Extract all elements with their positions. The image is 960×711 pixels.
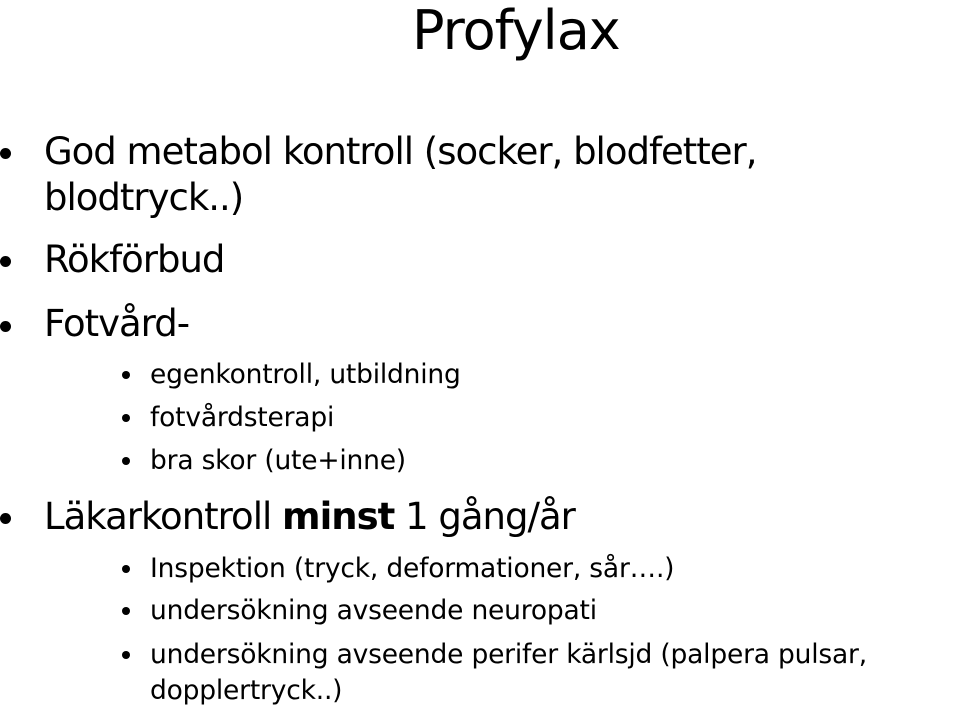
bullet-icon bbox=[122, 371, 130, 379]
sub-item-neuropati: undersökning avseende neuropati bbox=[150, 595, 597, 626]
bullet-item-lakarkontroll bbox=[44, 495, 575, 539]
bullet-icon bbox=[0, 513, 11, 524]
lakarkontroll-text-after: 1 gång/år bbox=[394, 495, 575, 538]
bullet-icon bbox=[0, 256, 11, 267]
bullet-icon bbox=[0, 321, 11, 332]
bullet-icon bbox=[122, 651, 130, 659]
bullet-item-metabol-line1: God metabol kontroll (socker, blodfetter, bbox=[44, 130, 757, 173]
bullet-item-metabol-line2: blodtryck..) bbox=[44, 176, 244, 219]
bullet-item-rokforbud: Rökförbud bbox=[44, 238, 225, 281]
slide-title: Profylax bbox=[412, 0, 620, 62]
lakarkontroll-text-before: Läkarkontroll bbox=[44, 495, 283, 538]
sub-item-inspektion: Inspektion (tryck, deformationer, sår….) bbox=[150, 553, 675, 584]
sub-item-karlsjd-line2: dopplertryck..) bbox=[150, 675, 343, 706]
bullet-item-fotvard: Fotvård- bbox=[44, 302, 190, 345]
bullet-icon bbox=[0, 148, 11, 159]
sub-item-egenkontroll: egenkontroll, utbildning bbox=[150, 359, 461, 390]
sub-item-karlsjd-line1: undersökning avseende perifer kärlsjd (palpera pulsar, bbox=[150, 639, 867, 670]
bullet-icon bbox=[122, 565, 130, 573]
bullet-icon bbox=[122, 457, 130, 465]
sub-item-bra-skor: bra skor (ute+inne) bbox=[150, 445, 406, 476]
lakarkontroll-emphasis: minst bbox=[282, 495, 395, 538]
bullet-icon bbox=[122, 414, 130, 422]
sub-item-fotvardsterapi: fotvårdsterapi bbox=[150, 402, 335, 433]
bullet-icon bbox=[122, 607, 130, 615]
